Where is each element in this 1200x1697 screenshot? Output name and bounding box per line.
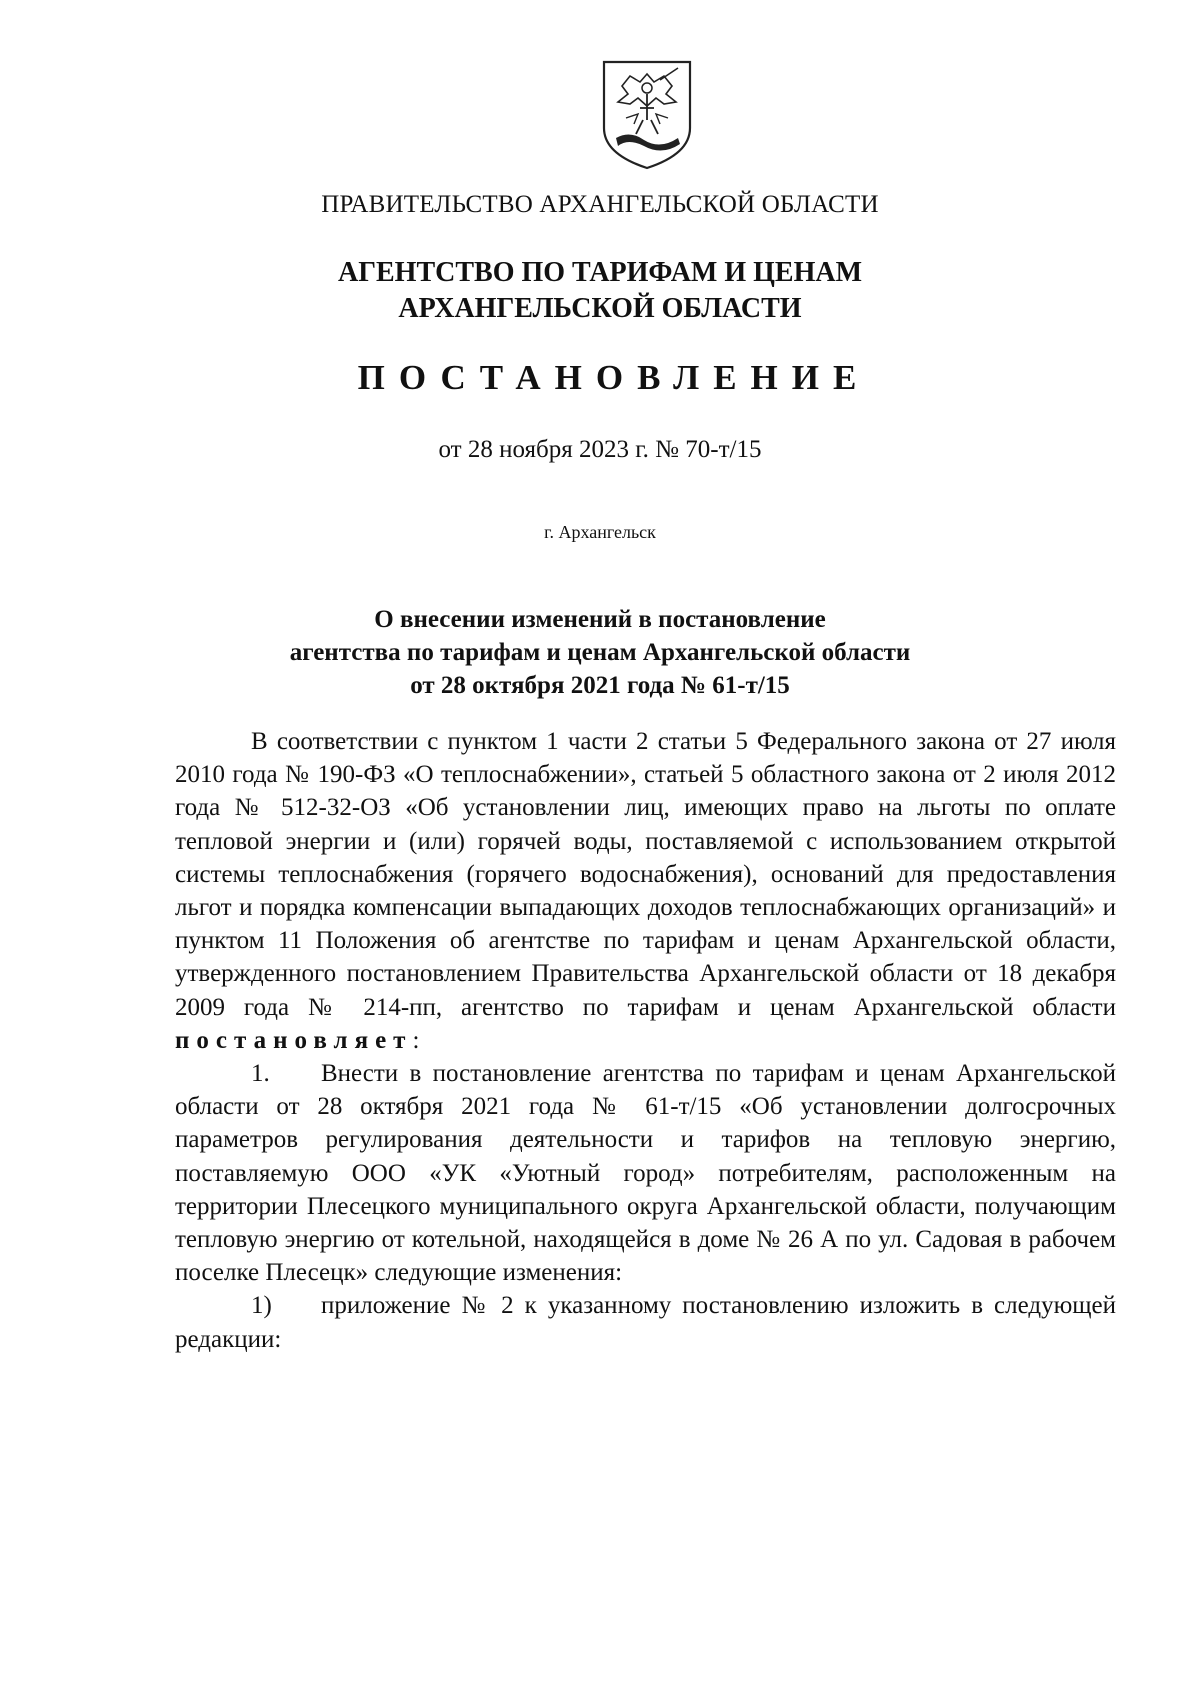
document-body — [175, 725, 1116, 1356]
preamble-text: В соответствии с пунктом 1 части 2 статьи 5 Федерального закона от 27 июля 2010 года № 190-ФЗ «О теплоснабжении», статьей 5 областного закона от 2 июля 2012 года № 512-32-ОЗ «Об установлении лиц, имеющих право на льготы по оплате тепловой энергии и (или) горячей воды, поставляемой с использованием открытой системы теплоснабжения (горячего водоснабжения), оснований для предоставления льгот и порядка компенсации выпадающих доходов теплоснабжающих организаций» и пунктом 11 Положения об агентстве по тарифам и ценам Архангельской области, утвержденного постановлением Правительства Архангельской области от 18 декабря 2009 года № 214-пп, агентство по тарифам и ценам Архангельской области — [175, 728, 1116, 1021]
document-subject — [0, 603, 1200, 702]
subject-line-3: от 28 октября 2021 года № 61-т/15 — [410, 672, 790, 699]
preamble-paragraph — [175, 725, 1116, 1057]
subject-line-1: О внесении изменений в постановление — [374, 606, 826, 633]
subject-line-2: агентства по тарифам и ценам Архангельской области — [289, 639, 911, 666]
date-and-number: от 28 ноября 2023 г. № 70-т/15 — [438, 436, 762, 463]
item-1-paragraph — [175, 1057, 1116, 1289]
subitem-1-paragraph — [175, 1289, 1116, 1355]
resolves-colon: : — [412, 1026, 420, 1054]
agency-title-line-2: АРХАНГЕЛЬСКОЙ ОБЛАСТИ — [398, 293, 802, 324]
arkhangelsk-coat-of-arms-icon — [600, 58, 694, 170]
item-1-number: 1. — [251, 1060, 270, 1088]
government-title: ПРАВИТЕЛЬСТВО АРХАНГЕЛЬСКОЙ ОБЛАСТИ — [321, 191, 879, 218]
subitem-1-number: 1) — [251, 1292, 272, 1320]
item-1-text: Внести в постановление агентства по тарифам и ценам Архангельской области от 28 октября 2021 года № 61-т/15 «Об установлении долгосрочных параметров регулирования деятельности и тарифов на тепловую энергию, поставляемую ООО «УК «Уютный город» потребителям, расположенным на территории Плесецкого муниципального округа Архангельской области, получающим тепловую энергию от котельной, находящейся в доме № 26 А по ул. Садовая в рабочем поселке Плесецк» следующие изменения: — [175, 1060, 1116, 1287]
resolves-word: постановляет — [175, 1026, 413, 1054]
agency-title-line-1: АГЕНТСТВО ПО ТАРИФАМ И ЦЕНАМ — [337, 257, 863, 288]
city: г. Архангельск — [544, 522, 656, 542]
subitem-1-text: приложение № 2 к указанному постановлению изложить в следующей редакции: — [175, 1292, 1116, 1353]
document-type: ПОСТАНОВЛЕНИЕ — [357, 358, 871, 397]
agency-title — [0, 255, 1200, 327]
